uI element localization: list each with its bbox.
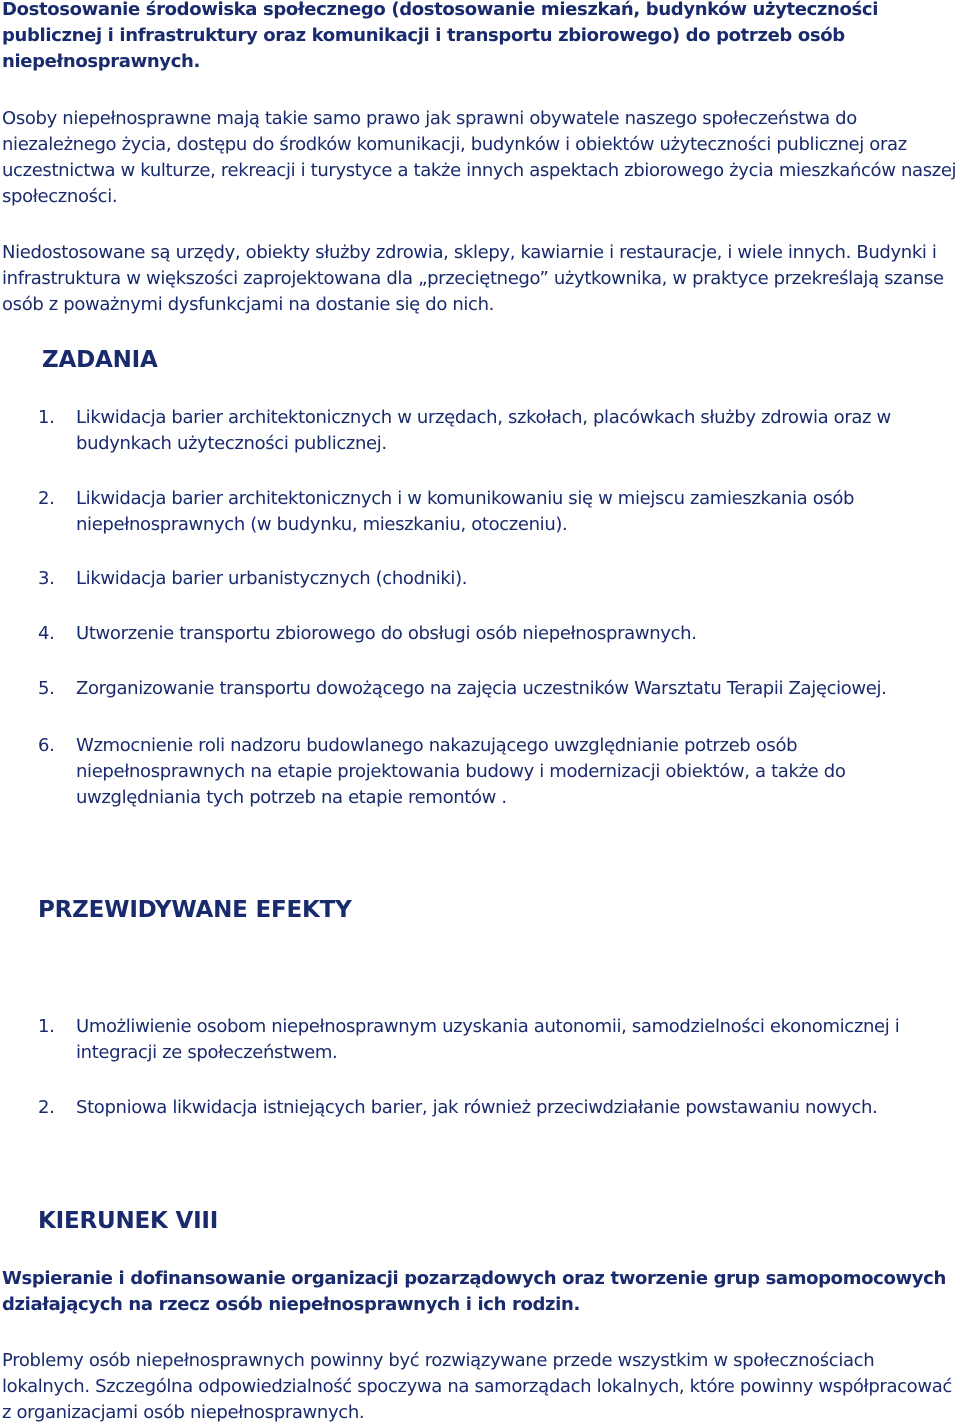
list-number: 1. — [38, 407, 55, 428]
kierunek-heading: KIERUNEK VIII — [38, 1208, 219, 1234]
list-number: 1. — [38, 1016, 55, 1037]
zadania-item-1 — [38, 405, 960, 457]
list-text: Utworzenie transportu zbiorowego do obsługi osób niepełnosprawnych. — [76, 623, 697, 644]
intro-paragraph-2: Niedostosowane są urzędy, obiekty służby zdrowia, sklepy, kawiarnie i restauracje, i wiele innych. Budynki i infrastruktura w większości zaprojektowana dla „przeciętnego” użytkownika, w praktyce przekreślają szanse osób z poważnymi dysfunkcjami na dostanie się do nich. — [2, 242, 944, 315]
efekty-item-2 — [38, 1095, 960, 1121]
list-text: Likwidacja barier architektonicznych i w komunikowaniu się w miejscu zamieszkania osób niepełnosprawnych (w budynku, mieszkaniu, otoczeniu). — [76, 488, 855, 535]
intro-paragraph-1: Osoby niepełnosprawne mają takie samo prawo jak sprawni obywatele naszego społeczeństwa do niezależnego życia, dostępu do środków komunikacji, budynków i obiektów użyteczności publicznej oraz uczestnictwa w kulturze, rekreacji i turystyce a także innych aspektach zbiorowego życia mieszkańców naszej społeczności. — [2, 108, 957, 207]
zadania-item-5 — [38, 676, 960, 702]
zadania-item-6 — [38, 733, 960, 811]
zadania-item-3 — [38, 566, 960, 592]
list-text: Likwidacja barier architektonicznych w urzędach, szkołach, placówkach służby zdrowia oraz w budynkach użyteczności publicznej. — [76, 407, 891, 454]
list-number: 2. — [38, 488, 55, 509]
kierunek-paragraph: Problemy osób niepełnosprawnych powinny być rozwiązywane przede wszystkim w społecznościach lokalnych. Szczególna odpowiedzialność spoczywa na samorządach lokalnych, które powinny współpracować z organizacjami osób niepełnosprawnych. — [2, 1350, 952, 1423]
efekty-heading: PRZEWIDYWANE EFEKTY — [38, 897, 352, 923]
list-text: Zorganizowanie transportu dowożącego na zajęcia uczestników Warsztatu Terapii Zajęciowej. — [76, 678, 887, 699]
list-text: Stopniowa likwidacja istniejących barier, jak również przeciwdziałanie powstawaniu nowych. — [76, 1097, 878, 1118]
section-title: Dostosowanie środowiska społecznego (dostosowanie mieszkań, budynków użyteczności publicznej i infrastruktury oraz komunikacji i transportu zbiorowego) do potrzeb osób niepełnosprawnych. — [2, 0, 879, 72]
list-number: 2. — [38, 1097, 55, 1118]
list-text: Likwidacja barier urbanistycznych (chodniki). — [76, 568, 468, 589]
list-number: 6. — [38, 735, 55, 756]
zadania-item-2 — [38, 486, 960, 538]
kierunek-subtitle: Wspieranie i dofinansowanie organizacji pozarządowych oraz tworzenie grup samopomocowych działających na rzecz osób niepełnosprawnych i ich rodzin. — [2, 1268, 946, 1315]
list-number: 4. — [38, 623, 55, 644]
efekty-item-1 — [38, 1014, 960, 1066]
list-number: 3. — [38, 568, 55, 589]
list-text: Wzmocnienie roli nadzoru budowlanego nakazującego uwzględnianie potrzeb osób niepełnosprawnych na etapie projektowania budowy i modernizacji obiektów, a także do uwzględniania tych potrzeb na etapie remontów . — [76, 735, 846, 808]
list-text: Umożliwienie osobom niepełnosprawnym uzyskania autonomii, samodzielności ekonomicznej i integracji ze społeczeństwem. — [76, 1016, 900, 1063]
zadania-item-4 — [38, 621, 960, 647]
list-number: 5. — [38, 678, 55, 699]
zadania-heading: ZADANIA — [42, 347, 158, 373]
